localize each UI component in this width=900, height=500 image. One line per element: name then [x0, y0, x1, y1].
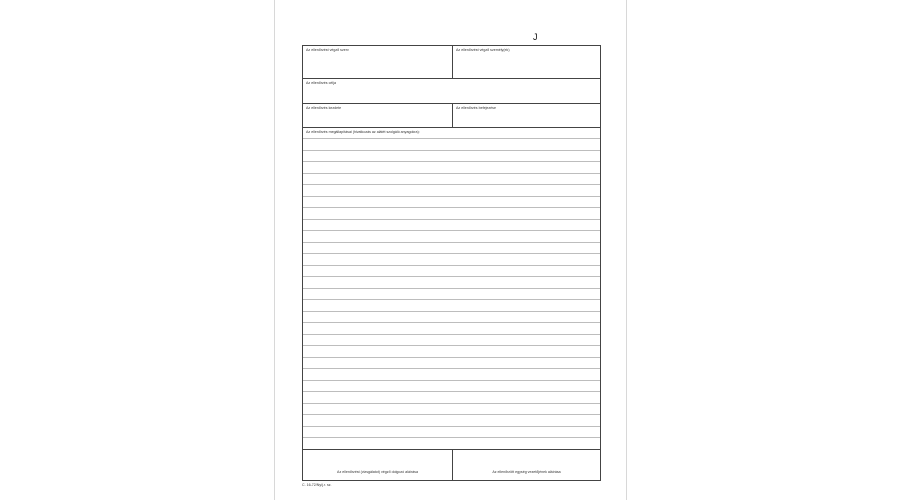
field-inspection-goal[interactable]: [303, 79, 600, 103]
ruled-line: [303, 288, 600, 289]
field-inspector-person[interactable]: [452, 46, 600, 78]
field-inspector-organization[interactable]: [303, 46, 452, 78]
form-row-dates: [303, 104, 600, 128]
page-mark: J: [533, 32, 538, 42]
ruled-line: [303, 357, 600, 358]
field-inspection-start[interactable]: [303, 104, 452, 127]
signature-label: Az ellenőrzött egység vezetőjének aláírása: [492, 470, 561, 474]
ruled-line: [303, 207, 600, 208]
field-label: Az ellenőrzés kezdete: [306, 106, 342, 110]
form-row-goal: [303, 79, 600, 104]
ruled-line: [303, 173, 600, 174]
findings-label: Az ellenőrzés megállapításai (hivatkozás az alátét szolgáló anyagokra):: [306, 130, 420, 134]
ruled-line: [303, 414, 600, 415]
ruled-line: [303, 334, 600, 335]
ruled-line: [303, 368, 600, 369]
form-code: C. 16-72/Ny/j.r. sz.: [302, 483, 332, 487]
ruled-line: [303, 184, 600, 185]
ruled-line: [303, 322, 600, 323]
ruled-line: [303, 253, 600, 254]
ruled-line: [303, 380, 600, 381]
ruled-line: [303, 138, 600, 139]
form-sheet: [274, 0, 627, 500]
signature-unit-head[interactable]: [452, 450, 600, 480]
field-label: Az ellenőrzés célja: [306, 81, 336, 85]
field-label: Az ellenőrzést végző szerv: [306, 48, 349, 52]
form-row-inspector: [303, 46, 600, 79]
ruled-line: [303, 196, 600, 197]
ruled-line: [303, 345, 600, 346]
ruled-line: [303, 403, 600, 404]
ruled-line: [303, 437, 600, 438]
ruled-line: [303, 230, 600, 231]
ruled-line: [303, 242, 600, 243]
ruled-line: [303, 219, 600, 220]
ruled-line: [303, 311, 600, 312]
signature-inspector[interactable]: [303, 450, 452, 480]
inspection-form: [302, 45, 601, 481]
field-label: Az ellenőrzés befejezése: [456, 106, 496, 110]
ruled-line: [303, 426, 600, 427]
signature-label: Az ellenőrzést (vizsgálatot) végző dolgozó aláírása: [337, 470, 418, 474]
ruled-line: [303, 276, 600, 277]
signature-row: [303, 449, 600, 480]
field-label: Az ellenőrzést végző személy(ek): [456, 48, 510, 52]
ruled-line: [303, 299, 600, 300]
ruled-line: [303, 150, 600, 151]
findings-area[interactable]: [303, 128, 600, 449]
ruled-line: [303, 161, 600, 162]
field-inspection-end[interactable]: [452, 104, 600, 127]
ruled-line: [303, 265, 600, 266]
ruled-line: [303, 391, 600, 392]
